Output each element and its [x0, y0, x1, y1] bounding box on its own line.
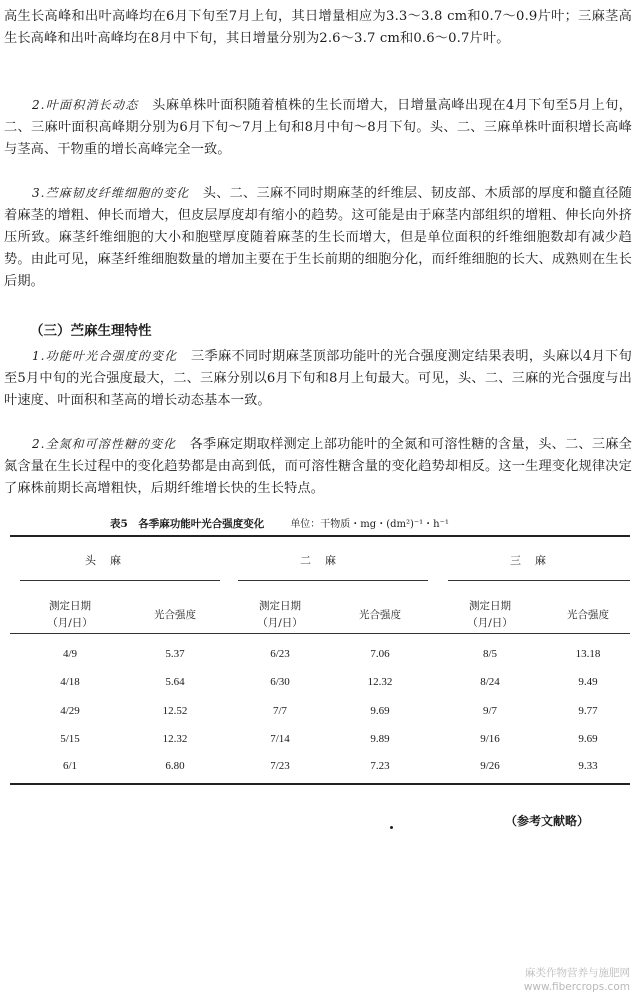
table-cell: 12.52	[162, 705, 188, 717]
leaf-area-body: 头麻单株叶面积随着植株的生长而增大，日增量高峰出现在4月下旬至5月上旬，二、三麻叶面积高峰期分别为6月下旬～7月上旬和8月中旬～8月下旬。头、二、三麻单株叶面积增长高峰与茎高、干物重的增长高峰完全一致。	[4, 98, 633, 157]
table-cell: 6/23	[270, 648, 290, 660]
paragraph-stem-growth: 高生长高峰和出叶高峰均在6月下旬至7月上旬，其日增量相应为3.3～3.8 cm和0.7～0.9片叶；三麻茎高生长高峰和出叶高峰均在8月中下旬，其日增量分别为2.6～3.7 cm和0.6～0.7片叶。	[4, 9, 632, 46]
scan-speck	[390, 826, 393, 829]
table-cell: 9.33	[578, 760, 598, 772]
paragraph-leaf-area	[4, 94, 632, 161]
table-cell: 9/26	[480, 760, 500, 772]
table-cell: 12.32	[367, 676, 393, 688]
table-caption: 表5 各季麻功能叶光合强度变化	[110, 518, 265, 530]
references-note: （参考文献略）	[505, 814, 590, 828]
date-header-san-line1: 测定日期	[469, 600, 511, 612]
section-heading: （三）苎麻生理特性	[30, 323, 152, 339]
table-cell: 7/14	[270, 733, 290, 745]
table-cell: 6/30	[270, 676, 290, 688]
table-cell: 13.18	[575, 648, 601, 660]
date-header-er-line2: （月/日）	[257, 617, 303, 629]
table-cell: 5.37	[165, 648, 185, 660]
date-header-er-line1: 测定日期	[259, 600, 301, 612]
fiber-cells-heading: 3.苎麻韧皮纤维细胞的变化	[32, 186, 190, 200]
table-header-rule	[10, 633, 630, 634]
table-cell: 4/9	[62, 648, 78, 660]
nitrogen-sugar-heading: 2.全氮和可溶性糖的变化	[32, 437, 177, 451]
photosynthesis-heading: 1.功能叶光合强度的变化	[32, 349, 178, 363]
table-cell: 4/18	[60, 676, 80, 688]
table-bottom-rule	[10, 783, 630, 785]
table-cell: 7/23	[270, 760, 290, 772]
group-label-san: 三麻	[510, 554, 560, 567]
value-header-er: 光合强度	[359, 609, 401, 621]
date-header-tou-line1: 测定日期	[49, 600, 91, 612]
table-cell: 9/7	[482, 705, 498, 717]
paragraph-nitrogen-sugar	[4, 433, 632, 500]
table-cell: 7.23	[370, 760, 390, 772]
table-cell: 5/15	[60, 733, 80, 745]
paragraph-fiber-cells	[4, 182, 632, 293]
nitrogen-sugar-body: 各季麻定期取样测定上部功能叶的全氮和可溶性糖的含量，头、二、三麻全氮含量在生长过程中的变化趋势都是由高到低，而可溶性糖含量的变化趋势却相反。这一生理变化规律决定了麻株前期长高增粗快，后期纤维增长快的生长特点。	[4, 437, 632, 496]
site-watermark	[524, 966, 630, 994]
table-title	[110, 515, 630, 531]
group-underline-er	[238, 580, 428, 581]
group-label-tou: 头麻	[85, 554, 135, 567]
photosynthesis-body: 三季麻不同时期麻茎顶部功能叶的光合强度测定结果表明，头麻以4月下旬至5月中旬的光合强度最大，二、三麻分别以6月下旬和8月上旬最大。可见，头、二、三麻的光合强度与出叶速度、叶面积和茎高的增长动态基本一致。	[4, 349, 632, 408]
date-header-tou	[30, 598, 110, 632]
date-header-san-line2: （月/日）	[467, 617, 513, 629]
date-header-er	[240, 598, 320, 632]
group-underline-san	[448, 580, 630, 581]
group-underline-tou	[20, 580, 220, 581]
table-cell: 6/1	[62, 760, 78, 772]
table-cell: 9.69	[370, 705, 390, 717]
table-cell: 9.89	[370, 733, 390, 745]
table-cell: 8/5	[482, 648, 498, 660]
table-cell: 6.80	[165, 760, 185, 772]
table-cell: 9.49	[578, 676, 598, 688]
table-cell: 7.06	[370, 648, 390, 660]
watermark-line2: www.fibercrops.com	[523, 981, 630, 993]
table-cell: 12.32	[162, 733, 188, 745]
table-cell: 9.69	[578, 733, 598, 745]
group-label-er: 二麻	[300, 554, 350, 567]
leaf-area-heading: 2.叶面积消长动态	[32, 98, 139, 112]
watermark-line1: 麻类作物营养与施肥网	[525, 967, 630, 979]
table-cell: 5.64	[165, 676, 185, 688]
table-cell: 7/7	[272, 705, 288, 717]
table-cell: 9.77	[578, 705, 598, 717]
table-cell: 4/29	[60, 705, 80, 717]
table-top-rule	[10, 535, 630, 537]
table-cell: 8/24	[480, 676, 500, 688]
date-header-san	[450, 598, 530, 632]
date-header-tou-line2: （月/日）	[47, 617, 93, 629]
table-cell: 9/16	[480, 733, 500, 745]
value-header-tou: 光合强度	[154, 609, 196, 621]
paragraph-photosynthesis	[4, 345, 632, 412]
value-header-san: 光合强度	[567, 609, 609, 621]
fiber-cells-body: 头、二、三麻不同时期麻茎的纤维层、韧皮部、木质部的厚度和髓直径随着麻茎的增粗、伸长而增大，但皮层厚度却有缩小的趋势。这可能是由于麻茎内部组织的增粗、伸长向外挤压所致。麻茎纤维细胞的大小和胞壁厚度随着麻茎的生长而增大，但是单位面积的纤维细胞数却有减少趋势。由此可见，麻茎纤维细胞数量的增加主要在于生长前期的细胞分化，而纤维细胞的长大、成熟则在生长后期。	[4, 186, 633, 289]
table-unit: 单位：干物质・mg・(dm²)⁻¹・h⁻¹	[290, 519, 449, 530]
